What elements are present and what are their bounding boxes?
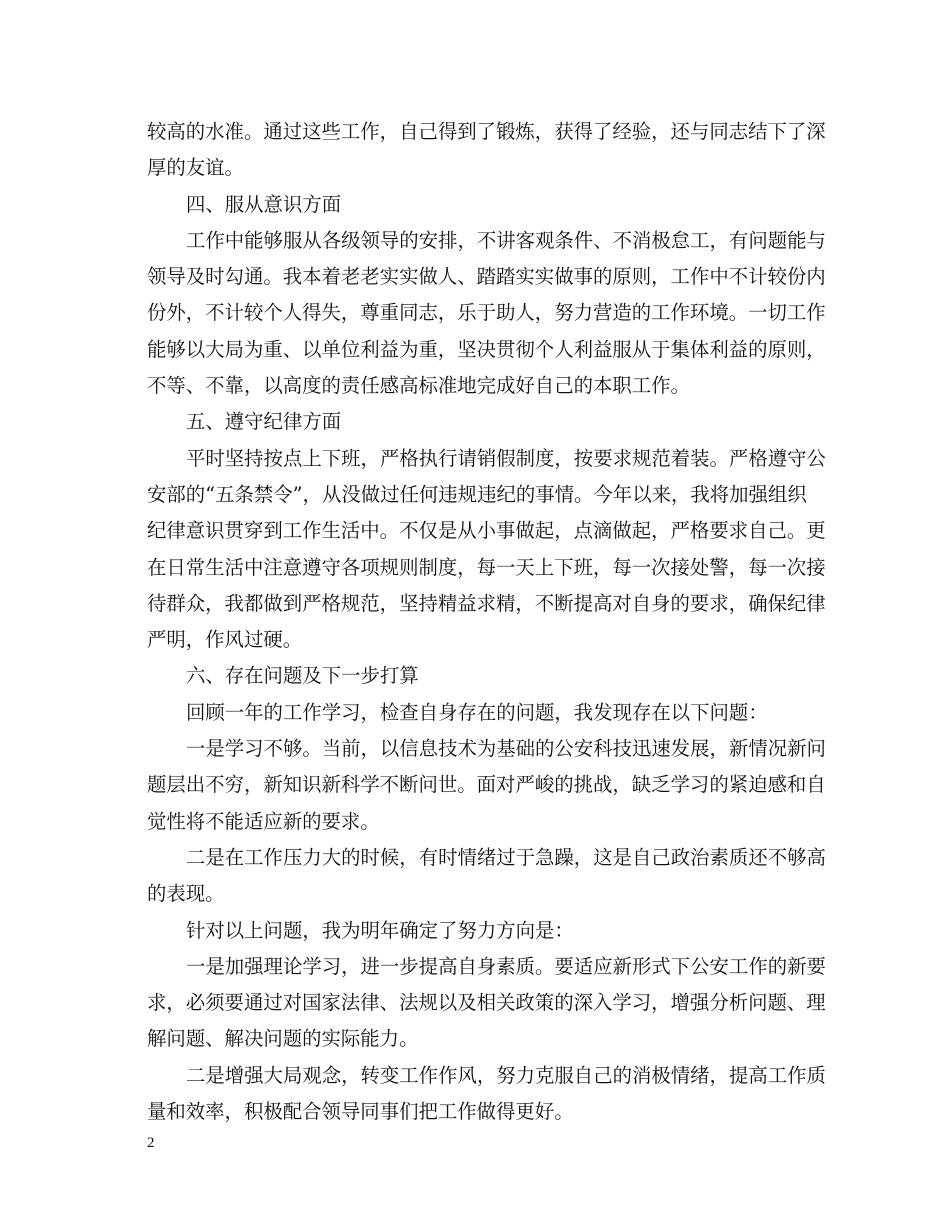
paragraph-line: 平时坚持按点上下班，严格执行请销假制度，按要求规范着装。严格遵守公 [186, 446, 826, 470]
section-heading: 六、存在问题及下一步打算 [186, 664, 419, 688]
paragraph-line: 工作中能够服从各级领导的安排，不讲客观条件、不消极怠工，有问题能与 [186, 228, 826, 252]
paragraph-line: 求，必须要通过对国家法律、法规以及相关政策的深入学习，增强分析问题、理 [147, 991, 826, 1015]
section-heading: 五、遵守纪律方面 [186, 410, 342, 434]
paragraph-line: 能够以大局为重、以单位利益为重，坚决贯彻个人利益服从于集体利益的原则， [147, 337, 826, 361]
paragraph-line: 厚的友谊。 [147, 156, 244, 180]
page-number: 2 [147, 1135, 155, 1151]
paragraph-line: 不等、不靠，以高度的责任感高标准地完成好自己的本职工作。 [147, 374, 690, 398]
paragraph-line: 量和效率，积极配合领导同事们把工作做得更好。 [147, 1100, 574, 1124]
paragraph-line: 较高的水准。通过这些工作，自己得到了锻炼，获得了经验，还与同志结下了深 [147, 120, 826, 143]
document-body [147, 114, 826, 1130]
paragraph-line: 待群众，我都做到严格规范，坚持精益求精，不断提高对自身的要求，确保纪律 [147, 591, 826, 615]
paragraph-line: 觉性将不能适应新的要求。 [147, 809, 380, 833]
paragraph-line: 一是加强理论学习，进一步提高自身素质。要适应新形式下公安工作的新要 [186, 954, 826, 978]
paragraph-line: 一是学习不够。当前，以信息技术为基础的公安科技迅速发展，新情况新问 [186, 737, 826, 761]
paragraph-line: 纪律意识贯穿到工作生活中。不仅是从小事做起，点滴做起，严格要求自己。更 [147, 519, 826, 543]
section-heading: 四、服从意识方面 [186, 192, 342, 216]
paragraph-line: 份外，不计较个人得失，尊重同志，乐于助人，努力营造的工作环境。一切工作 [147, 301, 826, 325]
paragraph-line: 二是增强大局观念，转变工作作风，努力克服自己的消极情绪，提高工作质 [186, 1063, 826, 1087]
paragraph-line: 在日常生活中注意遵守各项规则制度，每一天上下班，每一次接处警，每一次接 [147, 555, 826, 579]
paragraph-line: 题层出不穷，新知识新科学不断问世。面对严峻的挑战，缺乏学习的紧迫感和自 [147, 773, 826, 797]
paragraph-line: 针对以上问题，我为明年确定了努力方向是： [186, 918, 574, 942]
paragraph-line: 的表现。 [147, 882, 225, 906]
paragraph-line: 领导及时勾通。我本着老老实实做人、踏踏实实做事的原则，工作中不计较份内 [147, 265, 826, 289]
paragraph-line: 解问题、解决问题的实际能力。 [147, 1027, 419, 1051]
paragraph-line: 安部的“五条禁令”，从没做过任何违规违纪的事情。今年以来，我将加强组织 [147, 482, 807, 506]
paragraph-line: 二是在工作压力大的时候，有时情绪过于急躁，这是自己政治素质还不够高 [186, 845, 826, 869]
paragraph-line: 回顾一年的工作学习，检查自身存在的问题，我发现存在以下问题： [186, 700, 768, 724]
paragraph-line: 严明，作风过硬。 [147, 628, 303, 652]
